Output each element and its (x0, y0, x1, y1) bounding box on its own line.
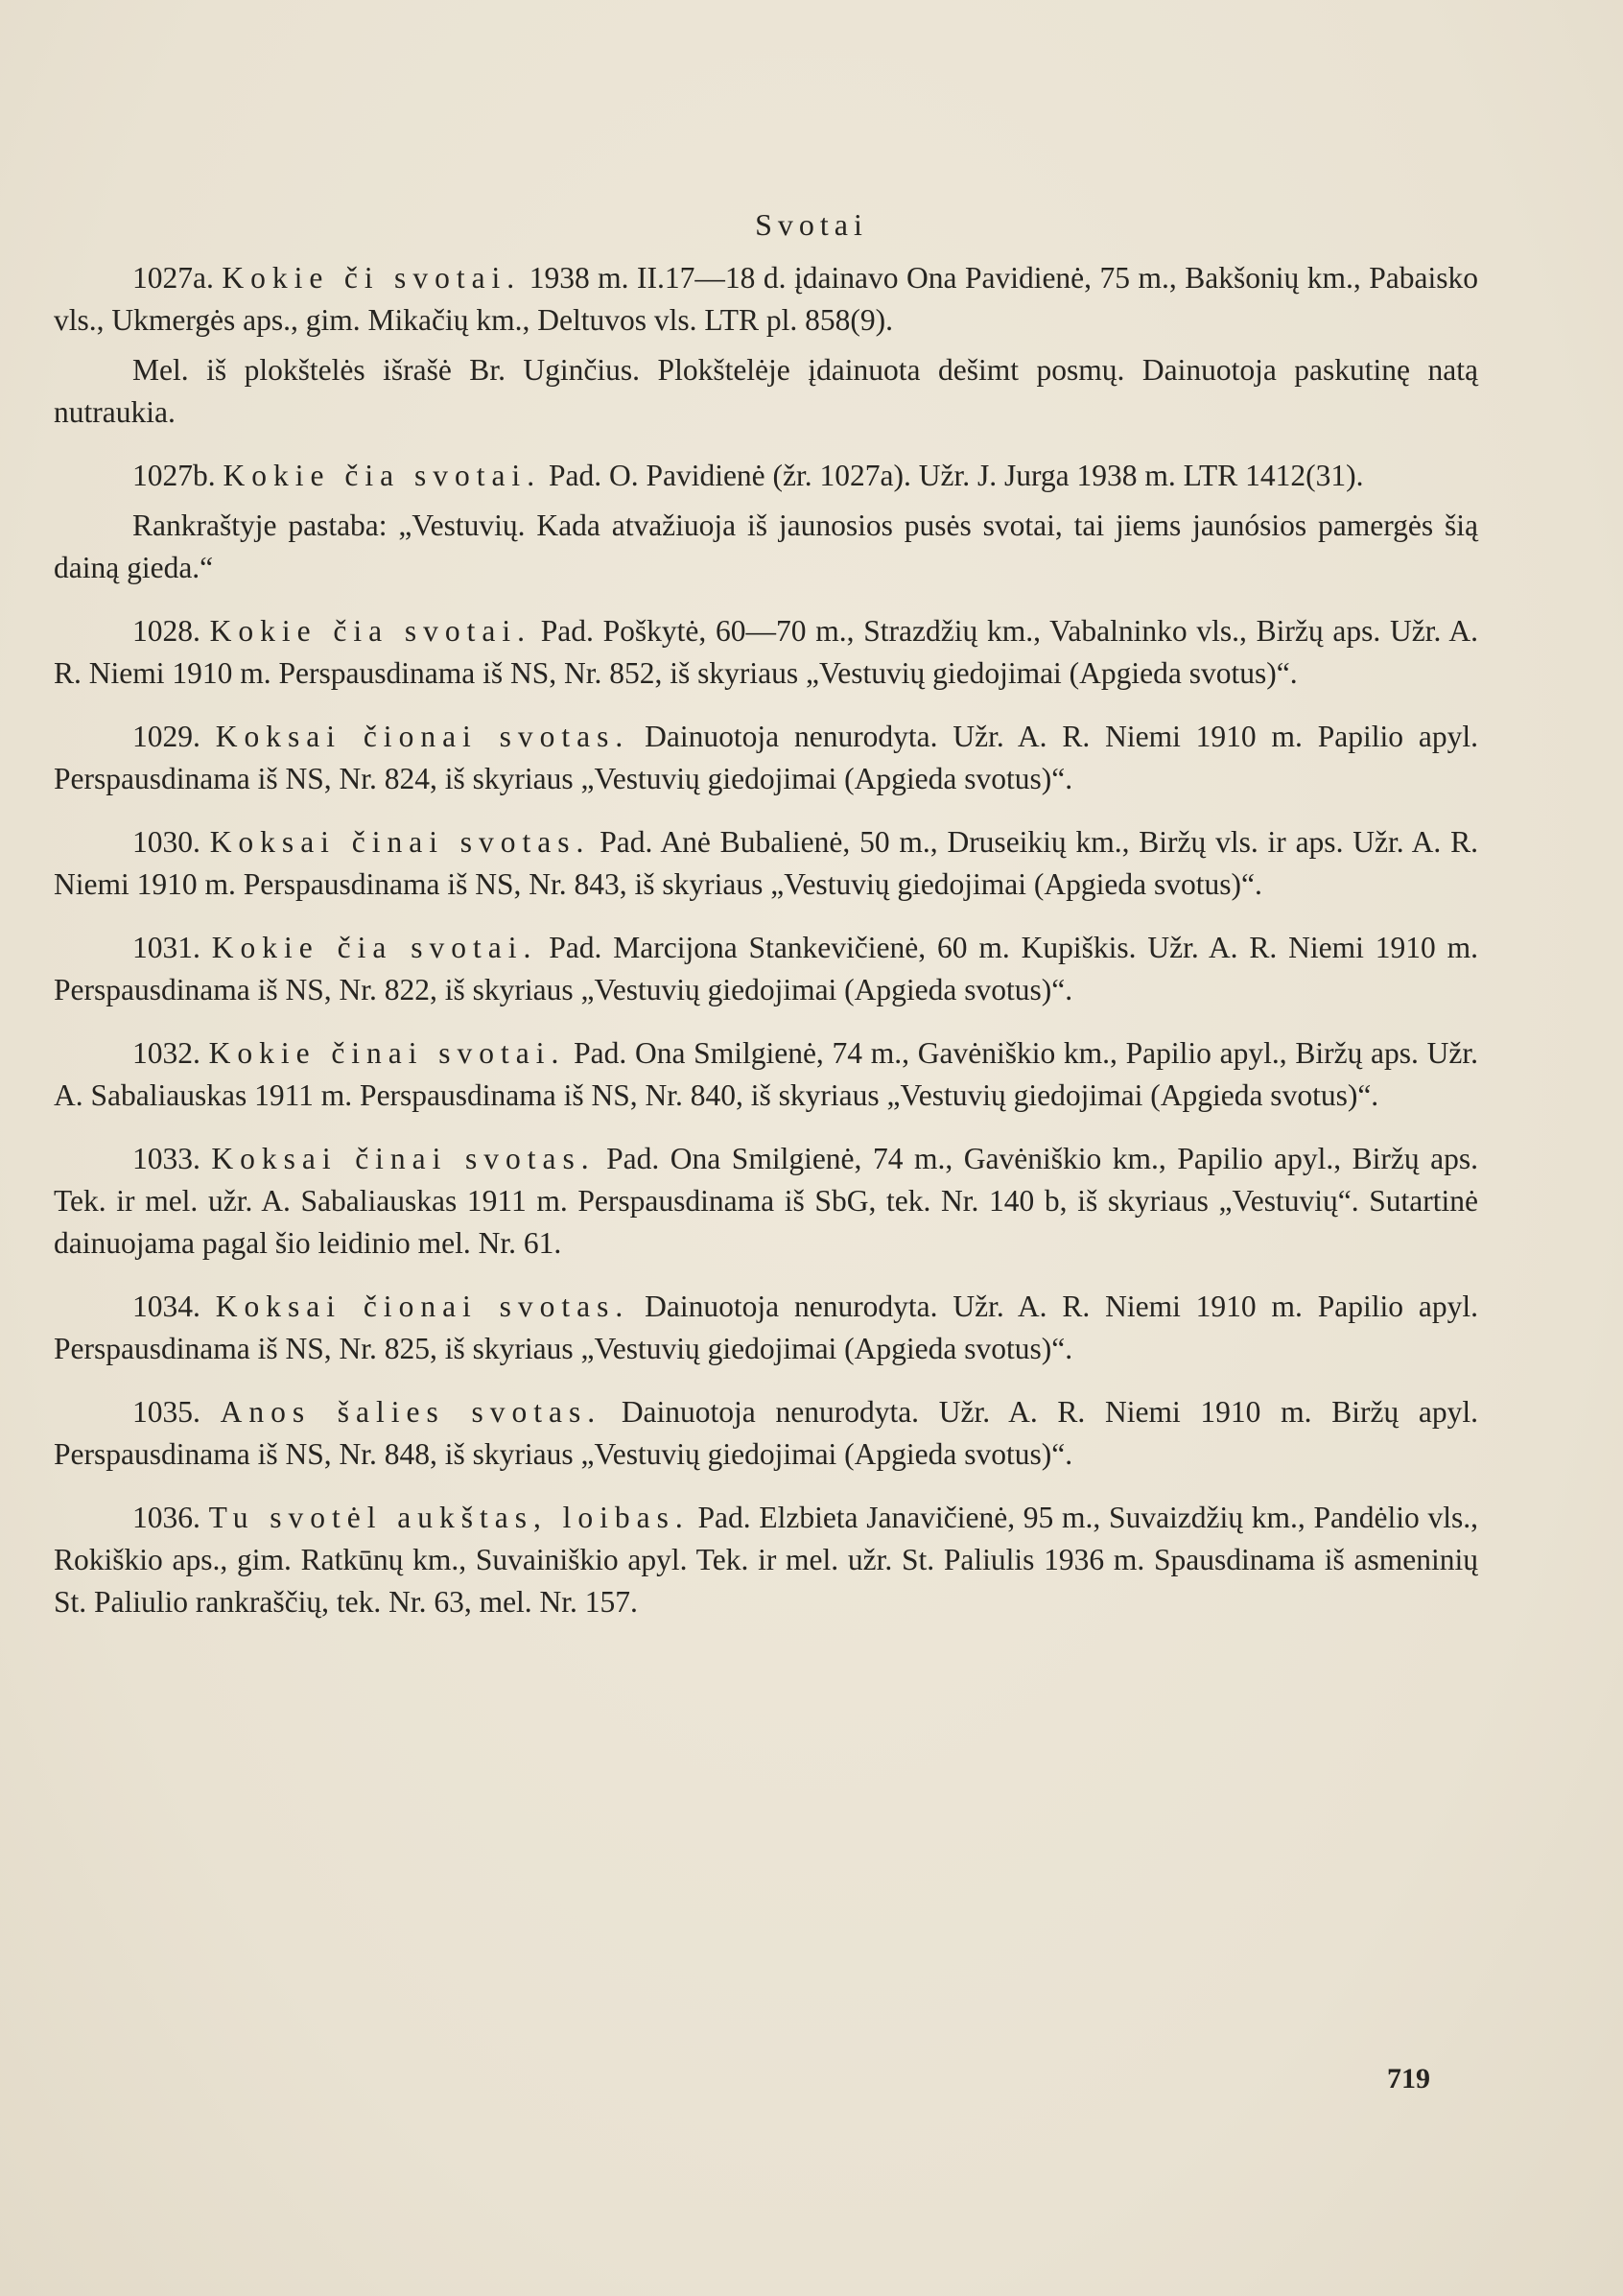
entry-title: Koksai čionai svotas. (215, 720, 630, 753)
entry-1027a (54, 257, 1478, 434)
entry-1028 (54, 610, 1478, 695)
entry-title: Koksai čionai svotas. (215, 1290, 630, 1323)
entry-text: Dainuotoja nenurodyta. Užr. A. R. Niemi 1910 m. Papilio apyl. Perspausdinama iš NS, Nr. 824, iš skyriaus „Vestuvių giedojimai (Apgieda svotus)“. (54, 720, 1478, 795)
entry-text: Pad. Marcijona Stankevičienė, 60 m. Kupiškis. Užr. A. R. Niemi 1910 m. Perspausdinama iš NS, Nr. 822, iš skyriaus „Vestuvių giedojimai (Apgieda svotus)“. (54, 931, 1479, 1006)
entry-number: 1031. (132, 931, 200, 964)
entry-number: 1028. (132, 614, 200, 648)
entry-text: Pad. Poškytė, 60—70 m., Strazdžių km., Vabalninko vls., Biržų aps. Užr. A. R. Niemi 1910 m. Perspausdinama iš NS, Nr. 852, iš skyriaus „Vestuvių giedojimai (Apgieda svotus)“. (54, 614, 1479, 690)
entry-paragraph (54, 1391, 1478, 1476)
entry-number: 1035. (132, 1395, 200, 1429)
entry-number: 1036. (132, 1501, 200, 1534)
entry-1030 (54, 821, 1478, 906)
entry-1031 (54, 927, 1478, 1011)
entry-number: 1032. (132, 1036, 200, 1070)
entry-text: Pad. Anė Bubalienė, 50 m., Druseikių km., Biržų vls. ir aps. Užr. A. R. Niemi 1910 m. Perspausdinama iš NS, Nr. 843, iš skyriaus „Vestuvių giedojimai (Apgieda svotus)“. (54, 825, 1478, 901)
entry-1036 (54, 1497, 1478, 1623)
entry-title: Kokie činai svotai. (208, 1036, 566, 1070)
entry-title: Koksai činai svotas. (209, 825, 591, 859)
entry-title: Kokie či svotai. (222, 261, 522, 295)
entry-number: 1033. (132, 1142, 200, 1175)
entry-title: Kokie čia svotai. (223, 459, 542, 492)
entry-number: 1027a. (132, 261, 214, 295)
entry-text: Pad. O. Pavidienė (žr. 1027a). Užr. J. Jurga 1938 m. LTR 1412(31). (548, 459, 1364, 492)
entry-1032 (54, 1032, 1478, 1117)
entry-number: 1027b. (132, 459, 216, 492)
entry-text: 1938 m. II.17—18 d. įdainavo Ona Pavidienė, 75 m., Bakšonių km., Pabaisko vls., Ukmergės aps., gim. Mikačių km., Deltuvos vls. LTR pl. 858(9). (54, 261, 1479, 337)
entry-1033 (54, 1138, 1478, 1265)
entry-1027b (54, 455, 1478, 589)
entry-text: Pad. Elzbieta Janavičienė, 95 m., Suvaizdžių km., Pandėlio vls., Rokiškio aps., gim. Ratkūnų km., Suvainiškio apyl. Tek. ir mel. užr. St. Paliulis 1936 m. Spausdinama iš asmeninių St. Paliulio rankraščių, tek. Nr. 63, mel. Nr. 157. (54, 1501, 1479, 1619)
entry-1034 (54, 1286, 1478, 1370)
entry-paragraph (54, 610, 1478, 695)
entry-paragraph (54, 927, 1478, 1011)
entry-paragraph (54, 1032, 1478, 1117)
entry-paragraph (54, 455, 1478, 497)
running-header: Svotai (755, 207, 868, 242)
entry-paragraph (54, 716, 1478, 800)
entry-1035 (54, 1391, 1478, 1476)
entry-paragraph (54, 1497, 1478, 1623)
entry-title: Tu svotėl aukštas, loibas. (208, 1501, 690, 1534)
entry-title: Koksai činai svotas. (211, 1142, 596, 1175)
entry-text: Dainuotoja nenurodyta. Užr. A. R. Niemi 1910 m. Biržų apyl. Perspausdinama iš NS, Nr. 848, iš skyriaus „Vestuvių giedojimai (Apgieda svotus)“. (54, 1395, 1479, 1471)
page-number: 719 (1387, 2063, 1430, 2095)
entry-note: Rankraštyje pastaba: „Vestuvių. Kada atvažiuoja iš jaunosios pusės svotai, tai jiems jaunósios pamergės šią dainą gieda.“ (54, 509, 1478, 584)
entry-1029 (54, 716, 1478, 800)
entry-text: Dainuotoja nenurodyta. Užr. A. R. Niemi 1910 m. Papilio apyl. Perspausdinama iš NS, Nr. 825, iš skyriaus „Vestuvių giedojimai (Apgieda svotus)“. (54, 1290, 1478, 1365)
entry-number: 1030. (132, 825, 200, 859)
entry-text: Pad. Ona Smilgienė, 74 m., Gavėniškio km., Papilio apyl., Biržų aps. Tek. ir mel. užr. A. Sabaliauskas 1911 m. Perspausdinama iš SbG, tek. Nr. 140 b, iš skyriaus „Vestuvių“. Sutartinė dainuojama pagal šio leidinio mel. Nr. 61. (54, 1142, 1479, 1260)
entry-number: 1029. (132, 720, 200, 753)
entry-text: Pad. Ona Smilgienė, 74 m., Gavėniškio km., Papilio apyl., Biržų aps. Užr. A. Sabaliauskas 1911 m. Perspausdinama iš NS, Nr. 840, iš skyriaus „Vestuvių giedojimai (Apgieda svotus)“. (54, 1036, 1479, 1112)
entry-title: Anos šalies svotas. (220, 1395, 602, 1429)
entry-paragraph (54, 257, 1478, 342)
entries-list (54, 257, 1478, 1645)
entry-title: Kokie čia svotai. (209, 614, 531, 648)
entry-paragraph (54, 1286, 1478, 1370)
entry-paragraph (54, 1138, 1478, 1265)
entry-paragraph (54, 821, 1478, 906)
entry-title: Kokie čia svotai. (211, 931, 538, 964)
entry-note: Mel. iš plokštelės išrašė Br. Uginčius. Plokštelėje įdainuota dešimt posmų. Dainuotoja paskutinę natą nutraukia. (54, 353, 1478, 429)
entry-number: 1034. (132, 1290, 200, 1323)
